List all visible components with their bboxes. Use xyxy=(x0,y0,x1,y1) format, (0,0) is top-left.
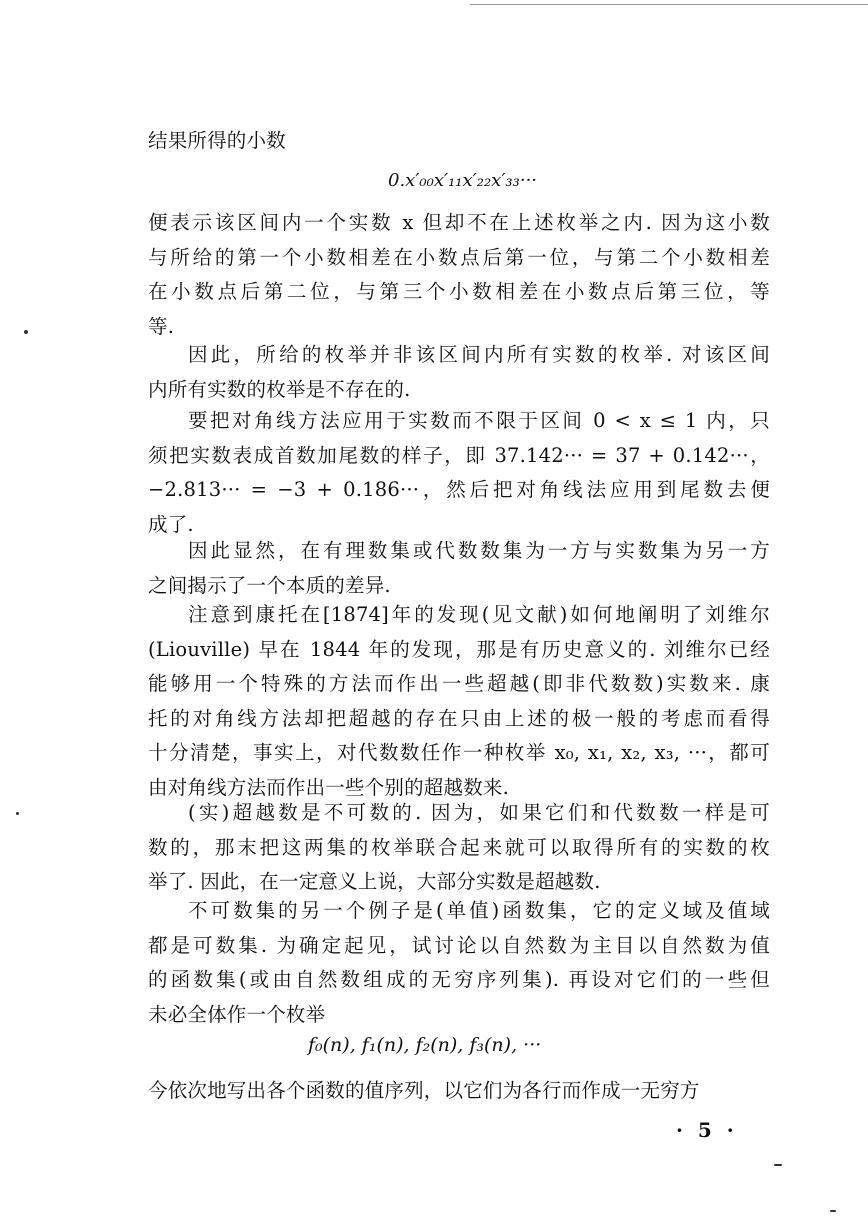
text-line: (Liouville) 早在 1844 年的发现，那是有历史意义的. 刘维尔已经 xyxy=(148,637,770,661)
text-line: (实)超越数是不可数的. 因为，如果它们和代数数一样是可 xyxy=(188,801,770,824)
top-edge-rule xyxy=(470,4,868,5)
scan-speck xyxy=(16,812,19,815)
text-line: 今依次地写出各个函数的值序列，以它们为各行而作成一无穷方 xyxy=(148,1079,700,1102)
paragraph-transcendental-uncountable xyxy=(148,796,770,900)
text-line: 等. xyxy=(148,314,175,338)
paragraph-essential-difference xyxy=(148,534,770,603)
text-line: 的函数集(或由自然数组成的无穷序列集). 再设对它们的一些但 xyxy=(148,968,770,991)
scan-speck xyxy=(24,330,28,334)
text-line: 数的，那末把这两集的枚举联合起来就可以取得所有的实数的枚 xyxy=(148,835,770,859)
text-line: 要把对角线方法应用于实数而不限于区间 0 < x ≤ 1 内，只 xyxy=(188,409,770,432)
text-line: 都是可数集. 为确定起见，试讨论以自然数为主目以自然数为值 xyxy=(148,933,770,957)
text-line: 未必全体作一个枚举 xyxy=(148,1002,326,1026)
paragraph-intro xyxy=(148,124,770,159)
function-enumeration-formula: f₀(n), f₁(n), f₂(n), f₃(n), ··· xyxy=(308,1034,542,1056)
paragraph-cantor-liouville xyxy=(148,598,770,805)
text-line: 便表示该区间内一个实数 x 但却不在上述枚举之内. 因为这小数 xyxy=(148,211,770,234)
text-line: 之间揭示了一个本质的差异. xyxy=(148,573,391,597)
text-line: 不可数集的另一个例子是(单值)函数集，它的定义域及值域 xyxy=(188,899,770,922)
paragraph-conclusion xyxy=(148,338,770,407)
text-line: 内所有实数的枚举是不存在的. xyxy=(148,377,411,401)
scan-speck xyxy=(830,1210,836,1212)
text-line: 十分清楚，事实上，对代数数任作一种枚举 x₀, x₁, x₂, x₃, ···，都可 xyxy=(148,741,770,764)
text-line: 结果所得的小数 xyxy=(148,129,286,152)
text-line: 成了. xyxy=(148,512,194,536)
paragraph-decimal-explanation xyxy=(148,206,770,344)
text-line: 因此显然，在有理数集或代数数集为一方与实数集为另一方 xyxy=(188,539,770,562)
scan-speck xyxy=(774,1164,782,1166)
text-line: 注意到康托在[1874]年的发现(见文献)如何地阐明了刘维尔 xyxy=(188,603,770,626)
paragraph-diagonal-method xyxy=(148,404,770,542)
paragraph-function-set xyxy=(148,894,770,1032)
decimal-formula: 0.x′₀₀x′₁₁x′₂₂x′₃₃··· xyxy=(388,170,538,191)
text-line: 因此，所给的枚举并非该区间内所有实数的枚举. 对该区间 xyxy=(188,343,770,366)
text-line: 举了. 因此，在一定意义上说，大部分实数是超越数. xyxy=(148,870,601,893)
text-line: 在小数点后第二位，与第三个小数相差在小数点后第三位，等 xyxy=(148,280,770,303)
text-line: −2.813··· = −3 + 0.186···，然后把对角线法应用到尾数去便 xyxy=(148,478,770,501)
text-line: 与所给的第一个小数相差在小数点后第一位，与第二个小数相差 xyxy=(148,245,770,269)
text-line: 托的对角线方法却把超越的存在只由上述的极一般的考虑而看得 xyxy=(148,706,770,730)
text-line: 能够用一个特殊的方法而作出一些超越(即非代数数)实数来. 康 xyxy=(148,672,770,695)
page-number: · 5 · xyxy=(676,1118,738,1142)
paragraph-value-sequences xyxy=(148,1074,770,1109)
text-line: 须把实数表成首数加尾数的样子，即 37.142··· = 37 + 0.142···， xyxy=(148,443,770,467)
text-line: 由对角线方法而作出一些个别的超越数来. xyxy=(148,775,509,799)
